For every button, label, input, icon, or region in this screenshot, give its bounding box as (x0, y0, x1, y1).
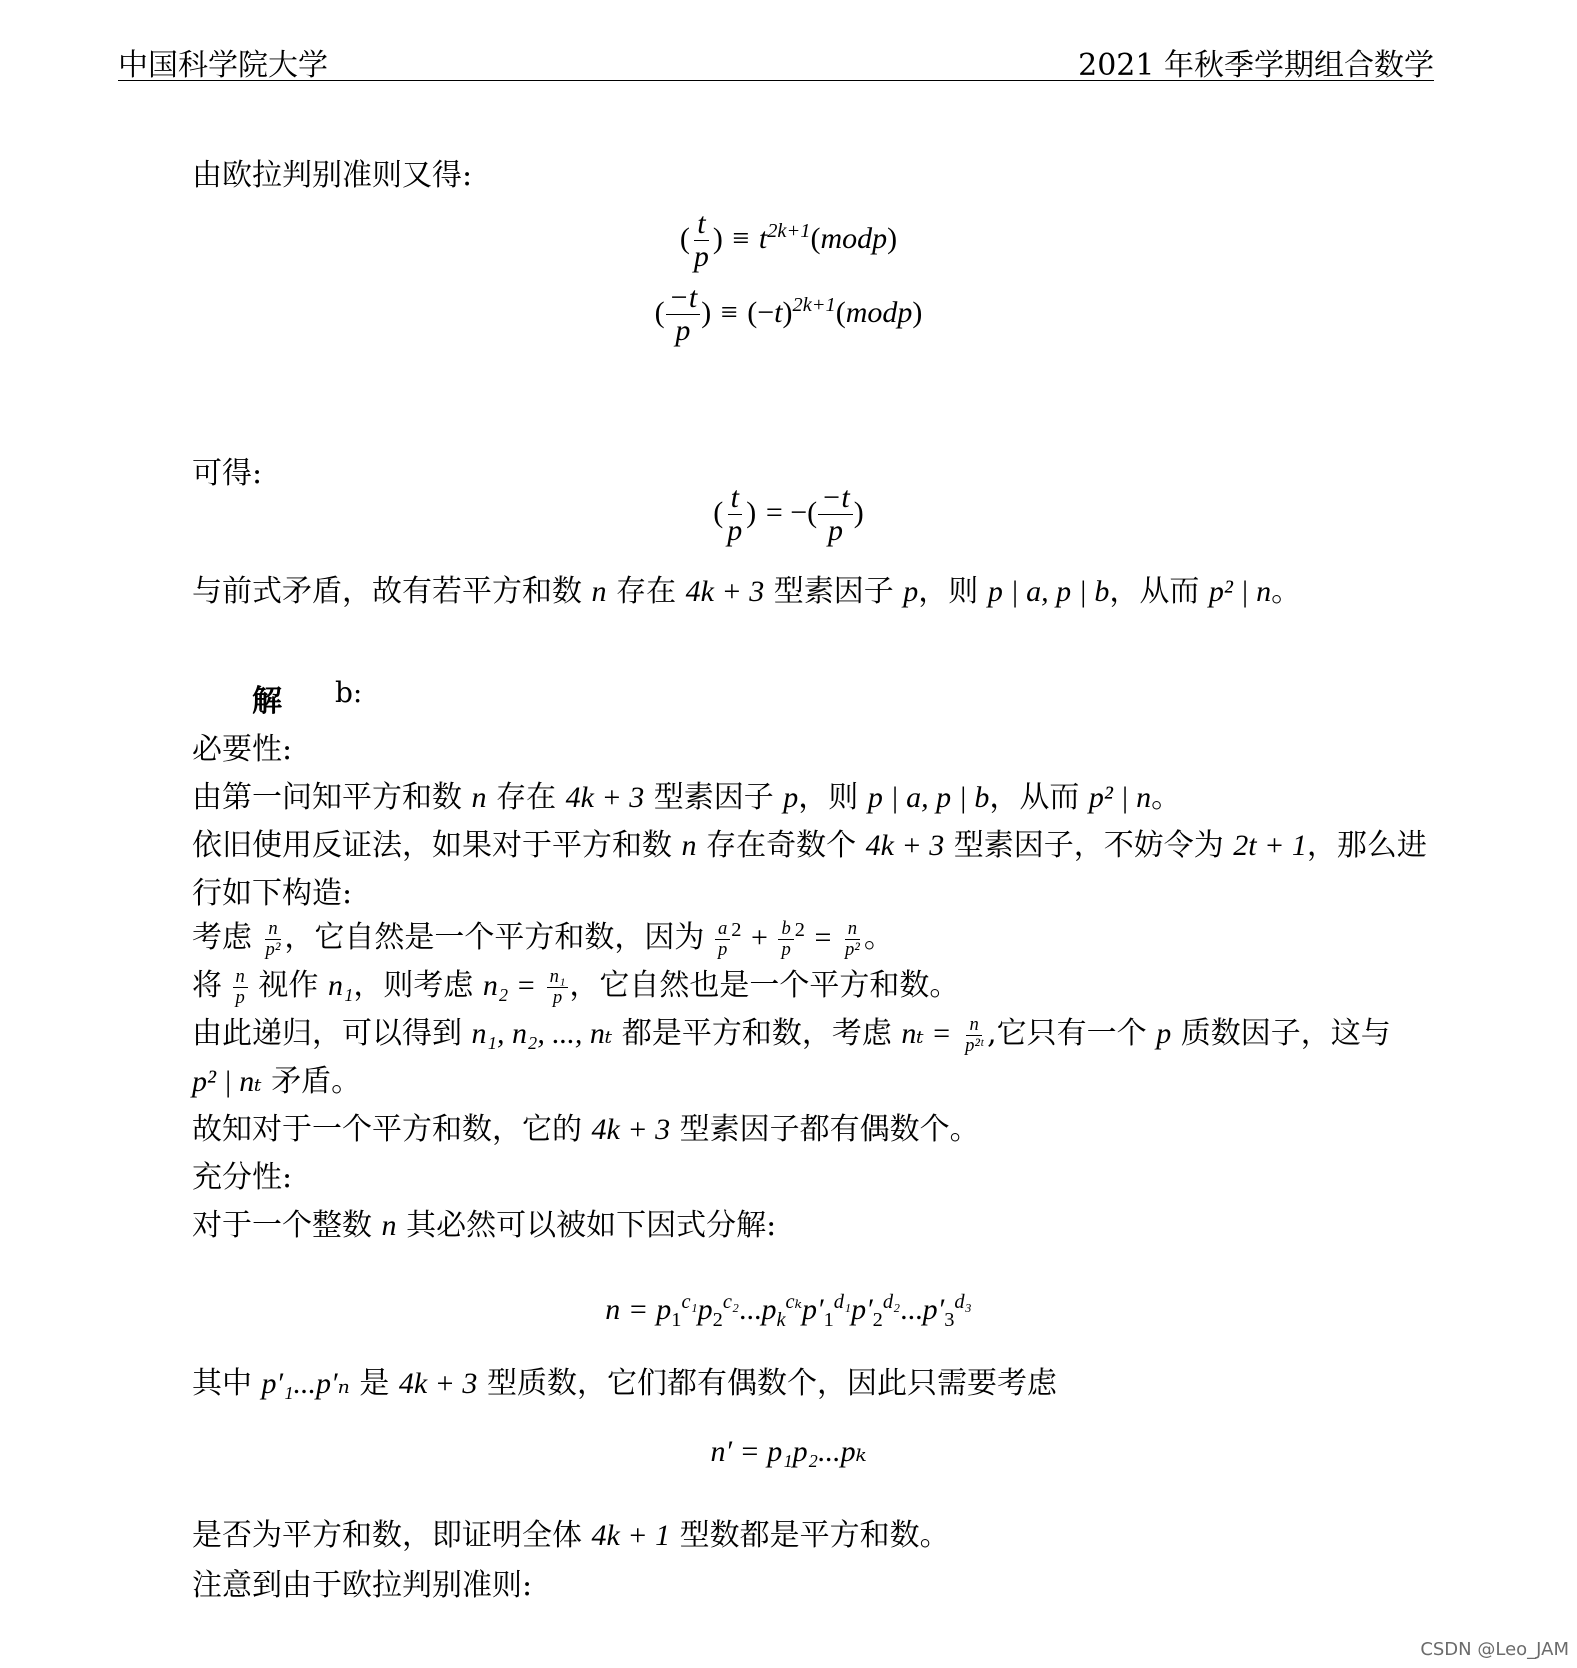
equation-n-prime: n′ = p₁p₂...pₖ (710, 1435, 867, 1468)
paragraph-note: 注意到由于欧拉判别准则: (192, 1568, 533, 1603)
paragraph-necessity: 必要性: (192, 732, 293, 767)
paragraph-recursion-2: p² | nₜ 矛盾。 (192, 1064, 362, 1099)
paragraph-consider: 考虑 $\frac{n}{\text{p²}}$ ，它自然是一个平方和数，因为 $\frac{a}{p}$ $^2$ + $\frac{b}{p}$ $^2$ = $\frac{n}{\text{p²}}$ 。 (192, 917, 894, 960)
paragraph-take: 将 $\frac{n}{p}$ 视作 n₁，则考虑 n₂ = $\frac{\text{n₁}}{p}$ ，它自然也是一个平方和数。 (192, 965, 960, 1008)
paragraph-where: 其中 p′₁...p′ₙ 是 4k + 3 型质数，它们都有偶数个，因此只需要考虑 (192, 1366, 1057, 1401)
paragraph-necessity-2: 依旧使用反证法，如果对于平方和数 n 存在奇数个 4k + 3 型素因子，不妨令为 2t + 1，那么进 (192, 828, 1427, 863)
paragraph-whether: 是否为平方和数，即证明全体 4k + 1 型数都是平方和数。 (192, 1518, 950, 1553)
header-rule (118, 80, 1434, 81)
header-right: 2021 年秋季学期组合数学 (1078, 48, 1434, 83)
equation-legendre-t: ( $\frac{t}{p}$ ) ≡ $t^{2k+1}(modp)$ (679, 207, 898, 273)
equation-factorization: $n = p_1^{c_1}p_2^{c_2}...p_k^{c_k}p'_1^{d_1}p'_2^{d_2}...p'_3^{d_3}$ (605, 1291, 972, 1331)
equation-legendre-relation: ( $\frac{t}{p}$ ) = −( $\frac{-t}{p}$ ) (713, 481, 864, 547)
paragraph-sufficiency-1: 对于一个整数 n 其必然可以被如下因式分解: (192, 1208, 777, 1243)
paragraph-euler-again: 由欧拉判别准则又得: (192, 158, 473, 193)
paragraph-sufficiency: 充分性: (192, 1160, 293, 1195)
solution-part: b: (335, 676, 363, 709)
paragraph-conclude: 故知对于一个平方和数，它的 4k + 3 型素因子都有偶数个。 (192, 1112, 980, 1147)
solution-label: 解 (252, 684, 282, 719)
paragraph-necessity-1: 由第一问知平方和数 n 存在 4k + 3 型素因子 p，则 p | a, p | b，从而 p² | n。 (192, 780, 1182, 815)
header-left: 中国科学院大学 (118, 48, 328, 83)
paragraph-contradiction: 与前式矛盾，故有若平方和数 n 存在 4k + 3 型素因子 p，则 p | a, p | b，从而 p² | n。 (192, 574, 1302, 609)
paragraph-obtain: 可得: (192, 456, 263, 491)
watermark: CSDN @Leo_JAM (1420, 1639, 1569, 1660)
equation-legendre-neg-t: ( $\frac{-t}{p}$ ) ≡ $(-t)^{2k+1}(modp)$ (654, 281, 923, 347)
paragraph-recursion: 由此递归，可以得到 n₁, n₂, ..., nₜ 都是平方和数，考虑 nₜ = $\frac{n}{\text{p²ᵗ}}$ ,它只有一个 p 质数因子，这与 (192, 1013, 1391, 1056)
paragraph-necessity-2-cont: 行如下构造: (192, 876, 353, 911)
